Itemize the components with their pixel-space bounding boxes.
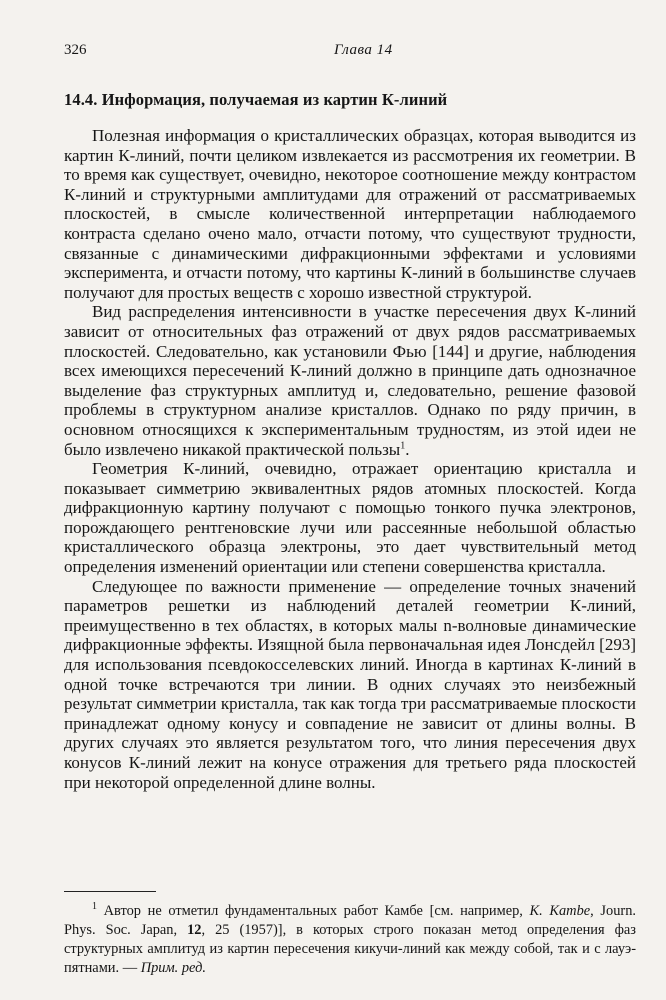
footnote-citation-author: K. Kambe <box>529 903 591 919</box>
paragraph-2: Вид распределения интенсивности в участке пересечения двух К-линий зависит от относительных фаз отражений от двух рядов рассматриваемых плоскостей. Следовательно, как установили Фью [144] и другие, наблюдения всех имеющихся пересечений К-линий должно в принципе дать однозначное выделение фаз структурных амплитуд и, следовательно, решение фазовой проблемы в структурном анализе кристаллов. Однако по ряду причин, в основном относящихся к экспериментальным трудностям, из этой идеи не было извлечено никакой практической пользы$^1$. <box>64 302 636 459</box>
section-heading: 14.4. Информация, получаемая из картин К-линий <box>64 90 448 109</box>
paragraph-4: Следующее по важности применение — определение точных значений параметров решетки из наблюдений деталей геометрии К-линий, преимущественно в тех областях, в которых малы n-волновые динамические дифракционные эффекты. Изящной была первоначальная идея Лонсдейл [293] для использования псевдокосселевских линий. Иногда в картинах К-линий в одной точке встречаются три линии. В одних случаях это неизбежный результат симметрии кристалла, так как тогда три рассматриваемые плоскости принадлежат одному конусу и совпадение не зависит от длины волны. В других случаях это является результатом того, что линия пересечения двух конусов К-линий лежит на конусе отражения для третьего ряда плоскостей при некоторой определенной длине волны. <box>64 576 636 792</box>
footnote-marker: 1 <box>92 901 97 913</box>
running-title: Глава 14 <box>334 42 393 58</box>
paragraph-2-text: Вид распределения интенсивности в участке пересечения двух К-линий зависит от относительных фаз отражений от двух рядов рассматриваемых плоскостей. Следовательно, как установили Фью [144] и другие, наблюдения всех имеющихся пересечений К-линий должно в принципе дать однозначное выделение фаз структурных амплитуд и, следовательно, решение фазовой проблемы в структурном анализе кристаллов. Однако по ряду причин, в основном относящихся к экспериментальным трудностям, из этой идеи не было извлечено никакой практической пользы <box>64 302 636 459</box>
footnote <box>64 902 636 978</box>
paragraph-1: Полезная информация о кристаллических образцах, которая выводится из картин К-линий, почти целиком извлекается из рассмотрения их геометрии. В то время как существует, очевидно, некоторое соотношение между контрастом К-линий и структурными амплитудами для отражений от рассматриваемых плоскостей, в смысле количественной интерпретации наблюдаемого контраста сделано очено мало, отчасти потому, что существуют трудности, связанные с динамическими дифракционными эффектами и условиями эксперимента, и отчасти потому, что картины К-линий в большинстве случаев получают для простых веществ с хорошо известной структурой. <box>64 126 636 302</box>
page-header <box>64 42 636 62</box>
body-text <box>64 126 636 792</box>
paragraph-3: Геометрия К-линий, очевидно, отражает ориентацию кристалла и показывает симметрию эквивалентных рядов атомных плоскостей. Когда дифракционную картину получают с помощью тонкого пучка электронов, порождающего рентгеновские лучи или рассеянные небольшой областью кристаллического образца электроны, это дает чувствительный метод определения изменений ориентации или степени совершенства кристалла. <box>64 459 636 577</box>
footnote-divider <box>64 891 156 892</box>
footnote-editor-note: Прим. ред. <box>140 960 206 976</box>
page-number: 326 <box>64 42 87 58</box>
footnote-citation-volume: 12 <box>187 922 202 938</box>
footnote-citation-journal: , Journ. Phys. Soc. Japan, <box>64 903 636 938</box>
footnote-citation-pages: , 25 (1957)], в которых строго показан метод определения фаз структурных амплитуд из картин пересечения кикучи-линий как между собой, так и с лауэ-пятнами. — <box>64 922 636 976</box>
footnote-reference: 1 <box>400 439 406 451</box>
footnote-text-start: Автор не отметил фундаментальных работ Камбе [см. например, <box>103 903 523 919</box>
